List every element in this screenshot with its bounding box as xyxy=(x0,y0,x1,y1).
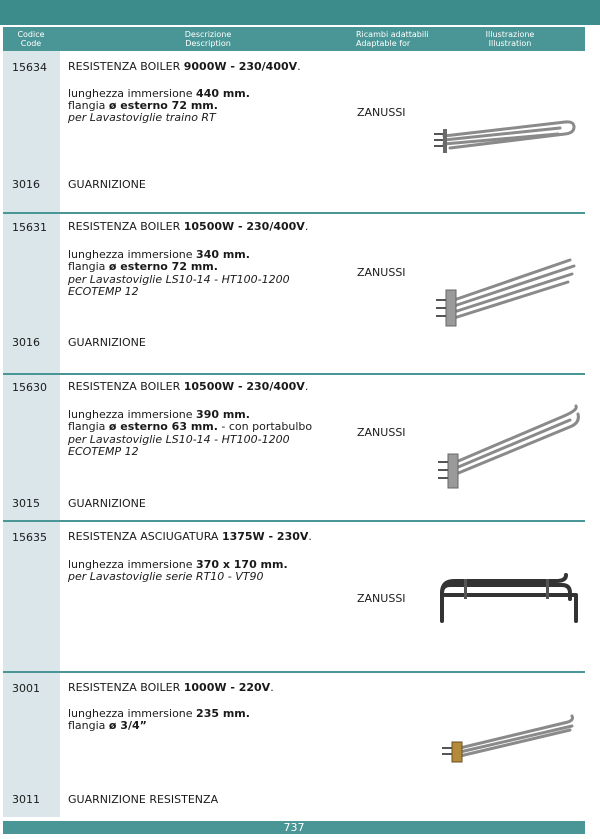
header-adaptable xyxy=(356,30,456,48)
length-value: 235 mm. xyxy=(196,707,250,720)
product-title xyxy=(68,381,308,393)
header-description xyxy=(153,30,263,48)
product-code: 15630 xyxy=(12,381,47,394)
length-label: lunghezza immersione xyxy=(68,408,197,421)
heating-element-illustration xyxy=(430,112,580,162)
row-separator xyxy=(3,671,585,673)
length-label: lunghezza immersione xyxy=(68,558,197,571)
title-end: . xyxy=(304,220,309,233)
table-header xyxy=(3,27,585,51)
length-value: 370 x 170 mm. xyxy=(196,558,288,571)
title-rating: 1375W - 230V xyxy=(221,530,309,543)
heating-element-illustration xyxy=(436,565,586,630)
gasket-code: 3016 xyxy=(12,178,40,191)
flange-label: flangia xyxy=(68,260,109,273)
length-label: lunghezza immersione xyxy=(68,87,197,100)
note-line: ECOTEMP 12 xyxy=(68,285,139,298)
adaptable-brand: ZANUSSI xyxy=(357,592,406,605)
flange-label: flangia xyxy=(68,99,109,112)
title-rating: 10500W - 230/400V xyxy=(183,380,305,393)
product-title xyxy=(68,221,308,233)
flange-value: ø esterno 72 mm. xyxy=(108,260,218,273)
title-rating: 1000W - 220V xyxy=(183,681,271,694)
product-note xyxy=(68,286,139,298)
note-line: ECOTEMP 12 xyxy=(68,445,139,458)
note-line: per Lavastoviglie LS10-14 - HT100-1200 xyxy=(68,273,290,286)
product-flange xyxy=(68,720,147,732)
product-flange xyxy=(68,421,312,433)
adaptable-brand: ZANUSSI xyxy=(357,266,406,279)
page-number: 737 xyxy=(283,821,305,834)
row-separator xyxy=(3,520,585,522)
row-separator xyxy=(3,212,585,214)
product-code: 15635 xyxy=(12,531,47,544)
title-text: RESISTENZA ASCIUGATURA xyxy=(68,530,222,543)
product-note xyxy=(68,571,264,583)
product-title xyxy=(68,61,301,73)
flange-value: ø esterno 72 mm. xyxy=(108,99,218,112)
flange-value: ø 3/4” xyxy=(108,719,147,732)
length-value: 390 mm. xyxy=(196,408,250,421)
adaptable-brand: ZANUSSI xyxy=(357,106,406,119)
product-flange xyxy=(68,261,218,273)
title-rating: 9000W - 230/400V xyxy=(183,60,298,73)
code-column xyxy=(3,51,60,817)
length-value: 340 mm. xyxy=(196,248,250,261)
gasket-code: 3015 xyxy=(12,497,40,510)
product-title xyxy=(68,682,274,694)
heating-element-illustration xyxy=(432,252,582,332)
heating-element-illustration xyxy=(438,708,578,768)
header-fit-en: Adaptable for xyxy=(356,39,411,48)
header-desc-en: Description xyxy=(185,39,231,48)
gasket-label: GUARNIZIONE xyxy=(68,178,146,191)
title-text: RESISTENZA BOILER xyxy=(68,60,184,73)
note-line: per Lavastoviglie traino RT xyxy=(68,111,216,124)
title-text: RESISTENZA BOILER xyxy=(68,681,184,694)
gasket-label: GUARNIZIONE xyxy=(68,497,146,510)
product-note xyxy=(68,446,139,458)
gasket-code: 3016 xyxy=(12,336,40,349)
gasket-label: GUARNIZIONE RESISTENZA xyxy=(68,793,219,806)
header-ill-it: Illustrazione xyxy=(485,30,535,39)
title-text: RESISTENZA BOILER xyxy=(68,220,184,233)
title-end: . xyxy=(297,60,301,73)
header-code-en: Code xyxy=(20,39,42,48)
title-end: . xyxy=(270,681,274,694)
note-line: per Lavastoviglie serie RT10 - VT90 xyxy=(68,570,264,583)
product-note xyxy=(68,112,216,124)
header-code xyxy=(5,30,57,48)
title-text: RESISTENZA BOILER xyxy=(68,380,184,393)
header-fit-it: Ricambi adattabili xyxy=(356,30,429,39)
header-illustration xyxy=(465,30,555,48)
title-end: . xyxy=(308,530,312,543)
gasket-label: GUARNIZIONE xyxy=(68,336,146,349)
header-code-it: Codice xyxy=(17,30,45,39)
page-footer xyxy=(3,821,585,834)
header-desc-it: Descrizione xyxy=(184,30,232,39)
product-code: 3001 xyxy=(12,682,40,695)
flange-extra: - con portabulbo xyxy=(217,420,313,433)
note-line: per Lavastoviglie LS10-14 - HT100-1200 xyxy=(68,433,290,446)
product-code: 15634 xyxy=(12,61,47,74)
product-title xyxy=(68,531,312,543)
heating-element-illustration xyxy=(432,402,582,492)
title-rating: 10500W - 230/400V xyxy=(183,220,305,233)
top-bar xyxy=(0,0,600,25)
length-value: 440 mm. xyxy=(196,87,250,100)
gasket-code: 3011 xyxy=(12,793,40,806)
length-label: lunghezza immersione xyxy=(68,707,197,720)
flange-label: flangia xyxy=(68,420,109,433)
product-code: 15631 xyxy=(12,221,47,234)
length-label: lunghezza immersione xyxy=(68,248,197,261)
row-separator xyxy=(3,373,585,375)
flange-value: ø esterno 63 mm. xyxy=(108,420,218,433)
title-end: . xyxy=(304,380,309,393)
adaptable-brand: ZANUSSI xyxy=(357,426,406,439)
flange-label: flangia xyxy=(68,719,109,732)
header-ill-en: Illustration xyxy=(488,39,532,48)
